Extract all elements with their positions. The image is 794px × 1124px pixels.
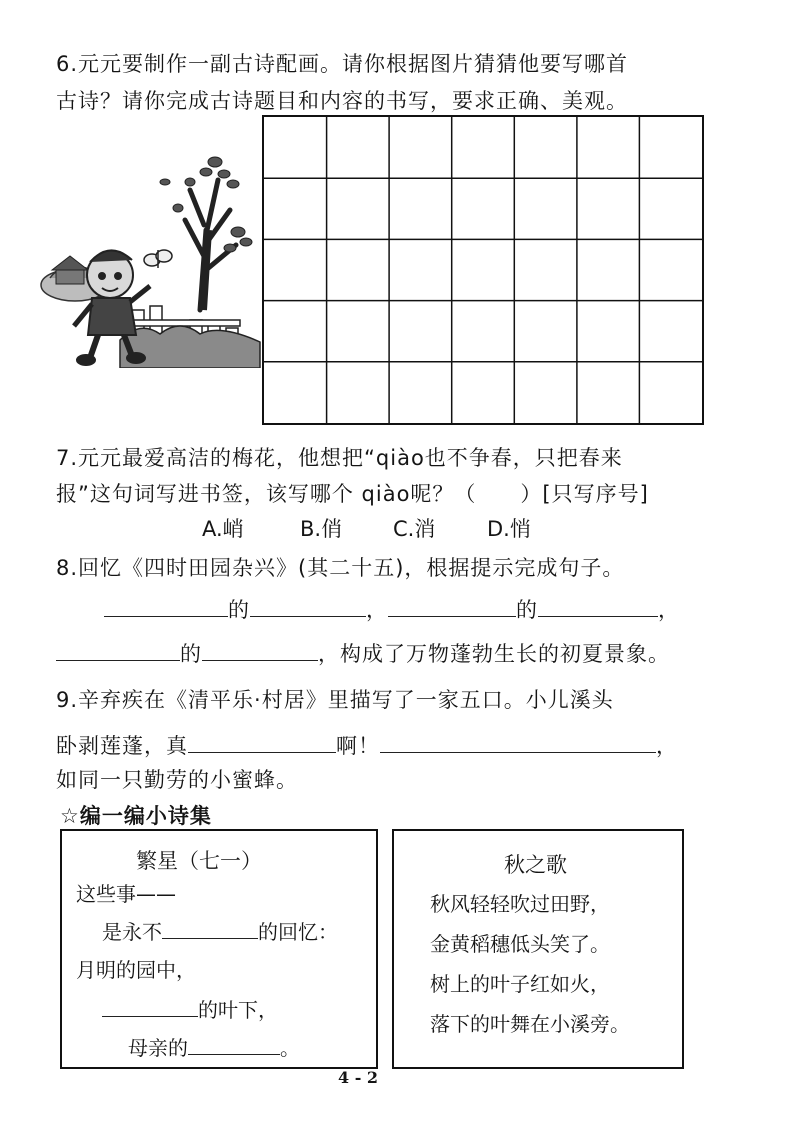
section-title: ☆编一编小诗集	[60, 804, 212, 828]
poem2-title: 秋之歌	[504, 853, 567, 877]
q9-text-end: ，	[656, 734, 678, 758]
q9-text-mid: 啊！	[336, 734, 380, 758]
q8-tail: ，构成了万物蓬勃生长的初夏景象。	[318, 642, 670, 666]
q8-blank-5[interactable]	[56, 640, 180, 661]
poem1-line4	[102, 997, 278, 1023]
poem1-blank-2[interactable]	[102, 998, 198, 1017]
q7-option-a: A.峭	[202, 517, 244, 541]
q9-line2	[56, 732, 678, 760]
q8-line1: 8.回忆《四时田园杂兴》(其二十五)，根据提示完成句子。	[56, 556, 625, 580]
poem2-line3: 树上的叶子红如火，	[430, 972, 610, 996]
q9-blank-1[interactable]	[188, 732, 336, 753]
q8-blank-4[interactable]	[538, 596, 658, 617]
poem1-line2-end: 的回忆：	[258, 920, 338, 944]
q9-line3: 如同一只勤劳的小蜜蜂。	[56, 768, 298, 792]
q9-line1: 9.辛弃疾在《清平乐·村居》里描写了一家五口。小儿溪头	[56, 688, 614, 712]
poem-box-autumn	[392, 829, 684, 1069]
q7-option-b: B.俏	[300, 517, 343, 541]
q8-blank-6[interactable]	[202, 640, 318, 661]
poem1-blank-3[interactable]	[188, 1036, 280, 1055]
poem1-line5	[128, 1035, 300, 1061]
poem2-line1: 秋风轻轻吹过田野，	[430, 892, 610, 916]
q7-option-c: C.消	[393, 517, 436, 541]
poem1-title: 繁星（七一）	[136, 849, 262, 873]
q7-line2: 报”这句词写进书签，该写哪个 qiào呢？（ ）[只写序号]	[56, 482, 649, 506]
q9-blank-2[interactable]	[380, 732, 656, 753]
poem-box-fanxing	[60, 829, 378, 1069]
poem1-blank-1[interactable]	[162, 920, 258, 939]
q8-line2	[104, 596, 680, 624]
writing-grid[interactable]	[262, 115, 704, 425]
q6-line2: 古诗？请你完成古诗题目和内容的书写，要求正确、美观。	[56, 89, 628, 113]
q8-blank-2[interactable]	[250, 596, 366, 617]
q8-comma-2: ，	[658, 598, 680, 622]
q7-line1: 7.元元最爱高洁的梅花，他想把“qiào也不争春，只把春来	[56, 446, 623, 470]
page-number: 4 - 2	[338, 1068, 379, 1087]
poem2-line4: 落下的叶舞在小溪旁。	[430, 1012, 630, 1036]
poem1-line1: 这些事——	[76, 882, 176, 906]
q8-de-3: 的	[180, 642, 202, 666]
poem1-line2-start: 是永不	[102, 920, 162, 944]
q8-de-1: 的	[228, 598, 250, 622]
poem1-line2	[102, 919, 338, 945]
q7-option-d: D.悄	[487, 517, 531, 541]
q8-comma-1: ，	[366, 598, 388, 622]
q9-text-start: 卧剥莲蓬，真	[56, 734, 188, 758]
poem1-line3: 月明的园中，	[76, 958, 196, 982]
q6-line1: 6.元元要制作一副古诗配画。请你根据图片猜猜他要写哪首	[56, 52, 629, 76]
poem2-line2: 金黄稻穗低头笑了。	[430, 932, 610, 956]
q8-line3	[56, 640, 670, 668]
poem1-line4-text: 的叶下，	[198, 998, 278, 1022]
poem-illustration	[40, 150, 262, 368]
q8-de-2: 的	[516, 598, 538, 622]
poem1-line5-start: 母亲的	[128, 1036, 188, 1060]
poem1-line5-end: 。	[280, 1036, 300, 1060]
q8-blank-3[interactable]	[388, 596, 516, 617]
q8-blank-1[interactable]	[104, 596, 228, 617]
